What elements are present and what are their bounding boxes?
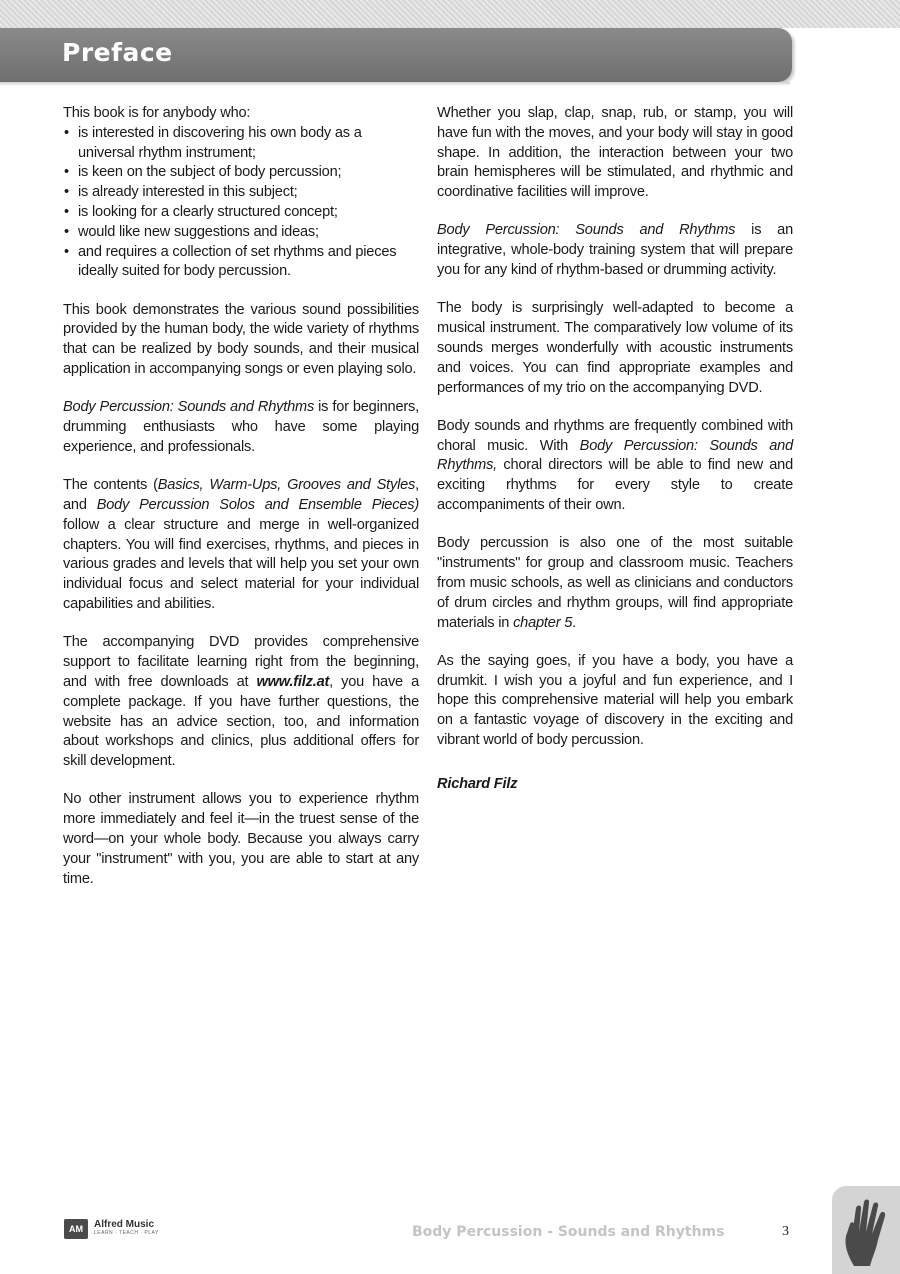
bullet-icon: • [64,184,69,201]
list-item: • is looking for a clearly structured concept; [63,203,419,223]
paragraph-instrument: No other instrument allows you to experience rhythm more immediately and feel it—in the truest sense of the word—on your whole body. Because you always carry your "instrument" with you, you are able to start at any time. [63,791,419,887]
list-item: • and requires a collection of set rhythms and pieces ideally suited for body percussion. [64,243,397,280]
top-texture-band [0,0,900,28]
paragraph-closing: As the saying goes, if you have a body, you have a drumkit. I wish you a joyful and fun experience, and I hope this comprehensive material will help you embark on a fantastic voyage of discovery in the exciting and vibrant world of body percussion. [437,652,793,749]
chapter-names: Body Percussion Solos and Ensemble Pieces) [96,497,419,514]
bullet-icon: • [64,223,69,240]
list-item: • is interested in discovering his own body as a universal rhythm instrument; [64,124,362,161]
paragraph-choral: Body sounds and rhythms are frequently combined with choral music. With Body Percussion: Sounds and Rhythms, choral directors will be able to find new and exciting rhythms for every style to create accompaniments of their own. [437,417,793,514]
book-title-ref: Body Percussion: Sounds and Rhythms [437,222,736,239]
bullet-icon: • [64,243,69,260]
logo-name: Alfred Music [94,1219,155,1230]
right-column [437,104,793,813]
paragraph-contents: The contents (Basics, Warm-Ups, Grooves and Styles, and Body Percussion Solos and Ensemble Pieces) follow a clear structure and merge in well-organized chapters. You will find exercises, rhythms, and pieces in various grades and levels that will help you set your own individual focus and select material for your individual capabilities and abilities. [63,477,419,613]
bullet-icon: • [64,164,69,181]
logo-tagline: LEARN · TEACH · PLAY [94,1230,159,1236]
page-title: Preface [62,38,173,67]
title-bar-shadow [0,82,790,86]
book-title-ref: Body Percussion: Sounds and Rhythms, [437,437,793,474]
publisher-logo [64,1218,159,1240]
logo-mark: AM [64,1219,88,1239]
audience-list [63,124,419,282]
page-number: 3 [782,1224,789,1239]
paragraph-sound-possibilities: This book demonstrates the various sound possibilities provided by the human body, the wide variety of rhythms that can be realized by body sounds, and their musical application in accompanying songs or even playing solo. [63,301,419,378]
list-item: • is already interested in this subject; [63,183,419,203]
bullet-icon: • [64,203,69,220]
left-column [63,104,419,908]
paragraph-training-system: Body Percussion: Sounds and Rhythms is an integrative, whole-body training system that will prepare you for any kind of rhythm-based or drumming activity. [437,222,793,279]
list-item: • is keen on the subject of body percussion; [63,163,419,183]
chapter-names: Basics, Warm-Ups, Grooves and Styles [157,477,416,494]
website-link[interactable]: www.filz.at [256,673,330,690]
bullet-icon: • [64,124,69,141]
book-title-ref: Body Percussion: Sounds and Rhythms [63,399,315,416]
paragraph-target-audience: Body Percussion: Sounds and Rhythms is for beginners, drumming enthusiasts who have some playing experience, and professionals. [63,399,419,455]
paragraph-moves: Whether you slap, clap, snap, rub, or stamp, you will have fun with the moves, and your body will stay in good shape. In addition, the interaction between your two brain hemispheres will be stimulated, and rhythmic and coordinative facilities will improve. [437,105,793,201]
author-signature: Richard Filz [437,775,518,792]
footer-book-title: Body Percussion - Sounds and Rhythms [412,1224,725,1240]
chapter-reference: chapter 5 [513,614,573,631]
paragraph-classroom: Body percussion is also one of the most suitable "instruments" for group and classroom music. Teachers from music schools, as well as clinicians and conductors of drum circles and rhythm groups, will find appropriate materials in chapter 5. [437,535,793,631]
paragraph-dvd: The accompanying DVD provides comprehensive support to facilitate learning right from the beginning, and with free downloads at www.filz.at, you have a complete package. If you have further questions, the website has an advice section, too, and information about workshops and clinics, plus additional offers for skill development. [63,634,419,770]
list-item: • would like new suggestions and ideas; [63,223,419,243]
intro-line: This book is for anybody who: [63,105,251,121]
paragraph-body-instrument: The body is surprisingly well-adapted to become a musical instrument. The comparatively low volume of its sounds merges wonderfully with acoustic instruments and voices. You can find appropriate examples and performances of my trio on the accompanying DVD. [437,300,793,396]
chapter-tab [832,1186,900,1274]
hand-icon [840,1196,892,1268]
